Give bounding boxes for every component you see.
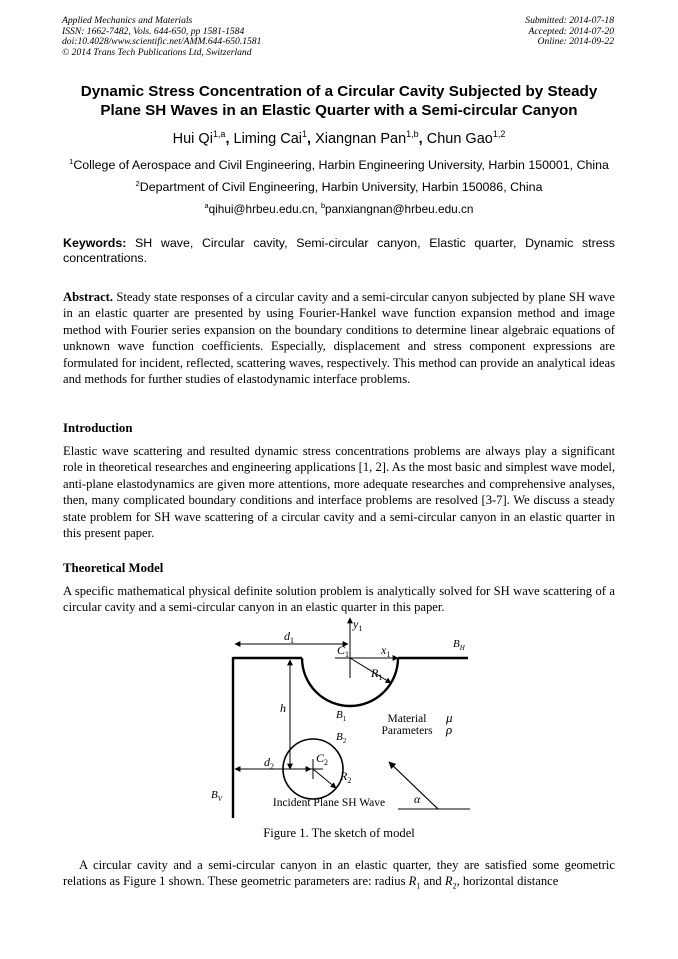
author-sup: 1,2 [492, 129, 506, 140]
label-alpha: α [414, 792, 421, 806]
author-name: Chun Gao [426, 131, 493, 147]
introduction-heading: Introduction [63, 421, 133, 435]
label-mu: μ [446, 710, 453, 725]
author-name: Xiangnan Pan [315, 131, 407, 147]
issn-line: ISSN: 1662-7482, Vols. 644-650, pp 1581-1584 [62, 25, 245, 37]
introduction-text: Elastic wave scattering and resulted dynamic stress concentrations problems are always play a significant role in theoretical researches and engineering applications [1, 2]. As the most basic and simplest wave model, anti-plane elastodynamics are given more attentions, more adequate researches and comprehensive analyses, then, many complicated boundary conditions and interface problems are resolved [3-7]. We discuss a steady state problem for SH wave scattering of a circular cavity and a semi-circular canyon in an elastic quarter in this present paper. [63, 444, 615, 541]
email-b[interactable]: panxiangnan@hrbeu.edu.cn [325, 202, 474, 216]
abstract [63, 289, 615, 387]
label-bh: $B_H$ [453, 638, 465, 652]
title-line-1: Dynamic Stress Concentration of a Circular Cavity Subjected by Steady [80, 83, 598, 100]
doi-line: doi:10.4028/www.scientific.net/AMM.644-650.1581 [62, 36, 262, 48]
label-bv: $B_V$ [211, 789, 223, 803]
author-sup: 1 [302, 129, 307, 140]
label-h: h [280, 701, 286, 715]
incident-wave-label: Incident Plane SH Wave [272, 797, 386, 809]
online-date: Online: 2014-09-22 [537, 36, 614, 48]
author-name: Liming Cai [233, 131, 302, 147]
author-emails: $^a$qihui@hrbeu.edu.cn, $^b$panxiangnan@hrbeu.edu.cn [204, 201, 474, 216]
quarter-boundary [233, 657, 468, 818]
label-b1: $B_1$ [336, 709, 347, 723]
theoretical-heading: Theoretical Model [63, 561, 164, 575]
author-sup: 1,a [212, 129, 226, 140]
dates-info [525, 16, 614, 48]
label-rho: ρ [446, 722, 453, 737]
keywords-label: Keywords: [63, 236, 127, 250]
title-line-2: Plane SH Waves in an Elastic Quarter with a Semi-circular Canyon [100, 102, 578, 119]
parameters-label: Parameters [381, 725, 433, 737]
paper-title [60, 82, 618, 120]
author-sup: 1,b [406, 129, 419, 140]
figure-caption: Figure 1. The sketch of model [263, 826, 415, 840]
label-r1: $R_1$ [371, 666, 383, 682]
label-c2: $C_2$ [316, 751, 329, 767]
label-r2: $R_2$ [340, 769, 352, 785]
journal-info [62, 16, 261, 58]
figure-1-sketch [0, 610, 678, 825]
material-label: Material [387, 713, 427, 725]
label-d2: $d_2$ [264, 755, 274, 771]
label-d1: $d_1$ [284, 629, 294, 645]
author-name: Hui Qi [172, 131, 213, 147]
email-a[interactable]: qihui@hrbeu.edu.cn [208, 202, 315, 216]
keywords-text: SH wave, Circular cavity, Semi-circular canyon, Elastic quarter, Dynamic stress concentrations. [63, 236, 615, 266]
label-b2: $B_2$ [336, 731, 347, 745]
closing-text: A circular cavity and a semi-circular canyon in an elastic quarter, they are satisfied some geometric relations as Figure 1 shown. These geometric parameters are: radius $R_1$ and $R_2$, horizontal distance [63, 858, 615, 891]
abstract-text: Steady state responses of a circular cavity and a semi-circular canyon subjected by plane SH wave in an elastic quarter are presented by using Fourier-Hankel wave function expansion method and image method with Fourier series expansion on the boundary conditions to determine linear algebraic equations of unknown wave function coefficients. Especially, displacement and stress component expressions are formulated for incident, reflected, scattering waves, respectively. This method can provide an analytical ideas and methods for further studies of elastodynamic interface problems. [63, 290, 615, 387]
keywords [63, 236, 615, 267]
label-y1: $y_1$ [353, 617, 363, 633]
label-c1: $C_1$ [337, 643, 350, 659]
affiliation-2: $^2$Department of Civil Engineering, Harbin University, Harbin 150086, China [135, 178, 543, 194]
accepted-date: Accepted: 2014-07-20 [528, 25, 614, 37]
r2-radius-arrow [313, 769, 336, 788]
affiliation-1: $^1$College of Aerospace and Civil Engineering, Harbin Engineering University, Harbin 150001, China [69, 156, 609, 172]
submitted-date: Submitted: 2014-07-18 [525, 15, 614, 26]
copyright-line: © 2014 Trans Tech Publications Ltd, Switzerland [62, 46, 252, 58]
label-x1: $x_1$ [381, 643, 391, 659]
abstract-label: Abstract. [63, 290, 114, 304]
author-list: Hui Qi$^{1,a}$, Liming Cai$^1$, Xiangnan Pan$^{1,b}$, Chun Gao$^{1,2}$ [172, 129, 506, 147]
journal-name: Applied Mechanics and Materials [62, 15, 193, 26]
theoretical-text: A specific mathematical physical definite solution problem is analytically solved for SH wave scattering of a circular cavity and a semi-circular canyon in an elastic quarter in this paper. [63, 584, 615, 615]
